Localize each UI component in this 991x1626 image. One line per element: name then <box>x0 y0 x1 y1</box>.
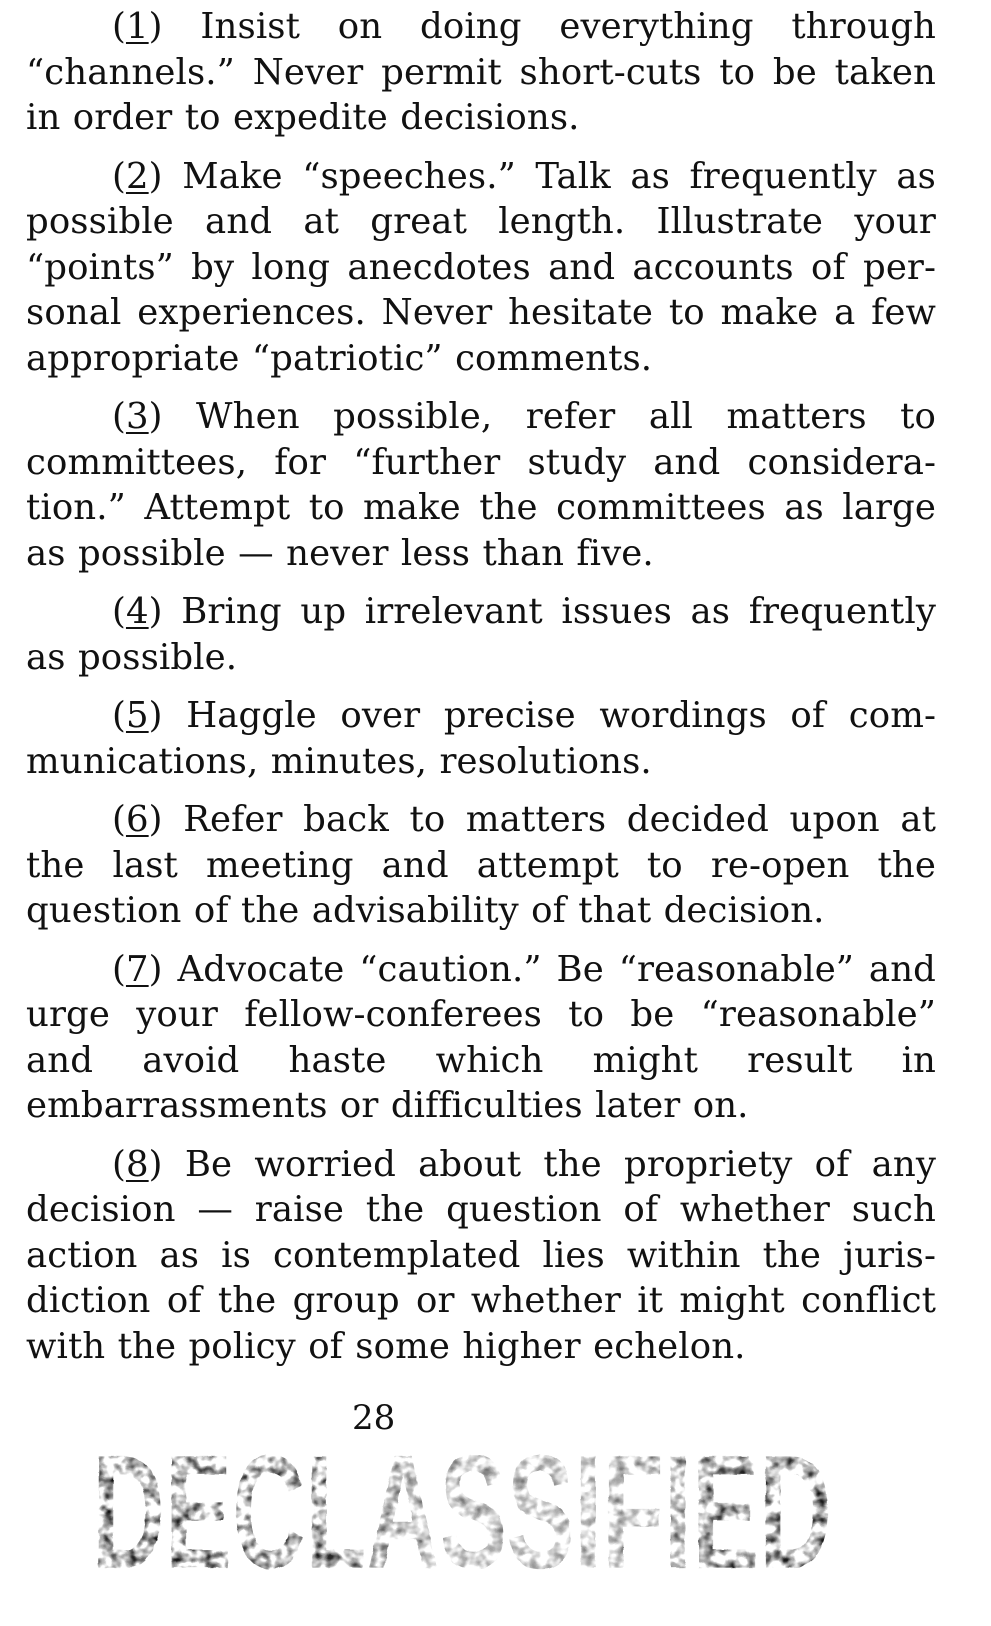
paragraph-5 <box>26 693 936 784</box>
number-digit: 5 <box>125 695 149 736</box>
paragraph-3 <box>26 394 936 576</box>
paragraph-number <box>112 1144 163 1185</box>
number-open-paren: ( <box>112 695 126 736</box>
number-open-paren: ( <box>112 396 126 437</box>
number-digit: 1 <box>125 6 149 47</box>
paragraph-number <box>112 695 163 736</box>
paragraph-text: Insist on doing everything through “channels.” Never permit short-cuts to be taken in order to expedite decisions. <box>26 6 936 138</box>
number-open-paren: ( <box>112 799 126 840</box>
paragraph-text: Be worried about the propriety of any decision — raise the question of whether such action as is contemplated lies within the jurisdiction of the group or whether it might conflict with the policy of some higher echelon. <box>26 1143 936 1367</box>
number-close-paren: ) <box>148 6 163 47</box>
number-open-paren: ( <box>112 155 126 197</box>
stamp-text: DECLASSIFIED <box>91 1421 832 1578</box>
number-digit: 8 <box>125 1143 149 1185</box>
paragraph-number <box>112 591 163 632</box>
number-close-paren: ) <box>148 1143 163 1185</box>
paragraph-2 <box>26 154 936 382</box>
declassified-stamp <box>82 1418 842 1578</box>
number-close-paren: ) <box>148 591 163 632</box>
paragraph-8 <box>26 1142 936 1370</box>
number-open-paren: ( <box>112 6 126 47</box>
number-close-paren: ) <box>148 799 163 840</box>
paragraph-text: Advocate “caution.” Be “reasonable” and urge your fellow-conferees to be “reasonable” and avoid haste which might result in embarrassments or difficulties later on. <box>26 948 936 1126</box>
paragraph-6 <box>26 797 936 934</box>
number-open-paren: ( <box>112 591 126 632</box>
paragraph-text: Haggle over precise wordings of communications, minutes, resolutions. <box>26 695 936 782</box>
number-digit: 2 <box>125 155 149 197</box>
paragraph-number <box>112 6 163 47</box>
number-close-paren: ) <box>148 948 163 990</box>
paragraph-1 <box>26 4 936 141</box>
number-open-paren: ( <box>112 1143 126 1185</box>
paragraph-number <box>112 949 163 990</box>
paragraph-number <box>112 799 163 840</box>
paragraph-text: Make “speeches.” Talk as frequently as possible and at great length. Illustrate your “points” by long anecdotes and accounts of personal experiences. Never hesitate to make a few appropriate “patriotic” comments. <box>26 155 936 379</box>
number-close-paren: ) <box>148 396 163 437</box>
declassified-stamp-graphic <box>82 1418 842 1578</box>
paragraph-number <box>112 396 163 437</box>
paragraph-7 <box>26 947 936 1129</box>
paragraph-number <box>112 156 163 197</box>
number-digit: 7 <box>125 948 149 990</box>
paragraph-text: When possible, refer all matters to committees, for “further study and consideration.” Attempt to make the committees as large as possible — never less than five. <box>26 396 936 574</box>
number-digit: 4 <box>125 591 149 632</box>
paragraph-text: Refer back to matters decided upon at the last meeting and attempt to re-open the question of the advisability of that decision. <box>26 799 936 931</box>
number-digit: 6 <box>125 799 149 840</box>
paragraph-text: Bring up irrelevant issues as frequently as possible. <box>26 591 936 678</box>
number-digit: 3 <box>125 396 149 437</box>
number-close-paren: ) <box>148 155 163 197</box>
number-open-paren: ( <box>112 948 126 990</box>
number-close-paren: ) <box>148 695 163 736</box>
paragraph-list <box>26 4 936 1382</box>
page-number: 28 <box>352 1398 396 1438</box>
paragraph-4 <box>26 589 936 680</box>
